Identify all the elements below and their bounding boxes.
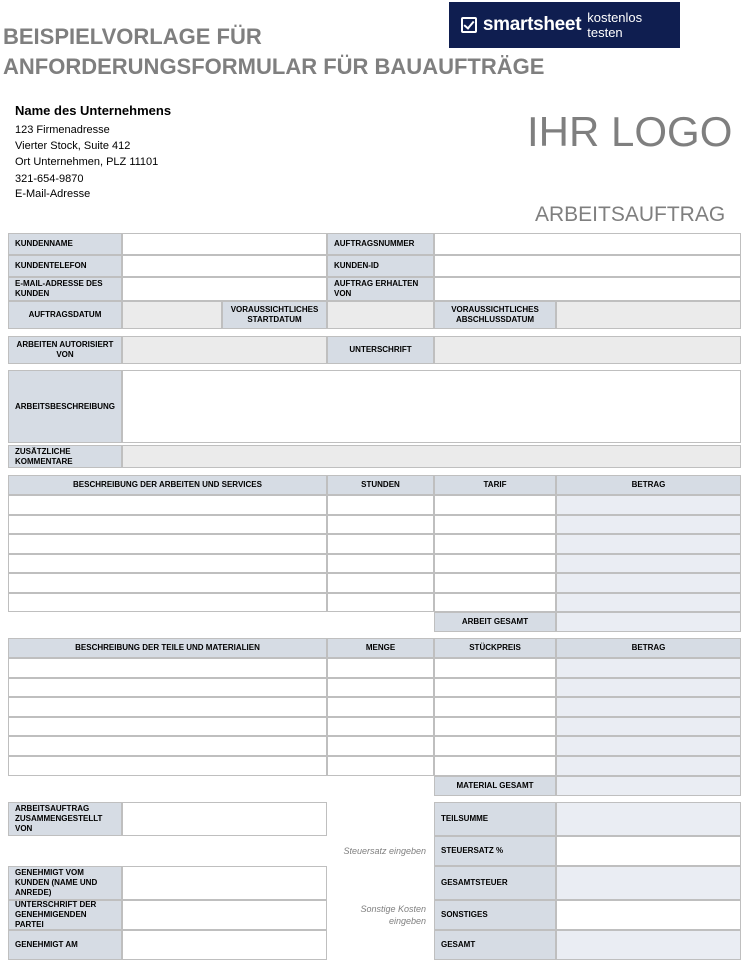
label-customer-phone: KUNDENTELEFON: [8, 255, 122, 277]
company-address-2: Vierter Stock, Suite 412: [15, 140, 131, 152]
company-name: Name des Unternehmens: [15, 103, 172, 118]
materials-header-description: BESCHREIBUNG DER TEILE UND MATERIALIEN: [8, 638, 327, 658]
field-approver-signature[interactable]: [122, 900, 327, 930]
labor-row-3-amount[interactable]: [556, 534, 741, 554]
field-order-number[interactable]: [434, 233, 741, 255]
field-approved-by-customer[interactable]: [122, 866, 327, 900]
field-total-tax[interactable]: [556, 866, 741, 900]
field-other[interactable]: [556, 900, 741, 930]
smartsheet-check-icon: [461, 17, 477, 33]
label-total-tax: GESAMTSTEUER: [434, 866, 556, 900]
material-row-5-amount[interactable]: [556, 736, 741, 756]
label-subtotal: TEILSUMME: [434, 802, 556, 836]
company-email: E-Mail-Adresse: [15, 188, 91, 200]
material-row-1-qty[interactable]: [327, 658, 434, 678]
material-row-4-description[interactable]: [8, 717, 327, 737]
material-row-2-rate[interactable]: [434, 678, 556, 698]
field-customer-id[interactable]: [434, 255, 741, 277]
label-authorized-by: ARBEITEN AUTORISIERT VON: [8, 336, 122, 364]
field-work-description[interactable]: [122, 370, 741, 443]
labor-row-2-amount[interactable]: [556, 515, 741, 535]
label-additional-comments: ZUSÄTZLICHE KOMMENTARE: [8, 445, 122, 468]
labor-row-1-qty[interactable]: [327, 495, 434, 515]
materials-header-amount: BETRAG: [556, 638, 741, 658]
field-tax-rate[interactable]: [556, 836, 741, 866]
label-order-date: AUFTRAGSDATUM: [8, 301, 122, 329]
field-material-total[interactable]: [556, 776, 741, 796]
material-row-4-rate[interactable]: [434, 717, 556, 737]
tax-rate-hint: Steuersatz eingeben: [343, 846, 426, 856]
field-total[interactable]: [556, 930, 741, 960]
label-customer-email: E-MAIL-ADRESSE DES KUNDEN: [8, 277, 122, 301]
label-approved-on: GENEHMIGT AM: [8, 930, 122, 960]
company-address-1: 123 Firmenadresse: [15, 124, 110, 136]
material-row-3-amount[interactable]: [556, 697, 741, 717]
material-row-4-qty[interactable]: [327, 717, 434, 737]
labor-row-3-qty[interactable]: [327, 534, 434, 554]
labor-row-4-qty[interactable]: [327, 554, 434, 574]
materials-header-unit-price: STÜCKPREIS: [434, 638, 556, 658]
labor-row-1-rate[interactable]: [434, 495, 556, 515]
labor-row-5-qty[interactable]: [327, 573, 434, 593]
material-row-2-qty[interactable]: [327, 678, 434, 698]
material-row-4-amount[interactable]: [556, 717, 741, 737]
label-approved-by-customer: GENEHMIGT VOM KUNDEN (NAME UND ANREDE): [8, 866, 122, 900]
field-compiled-by[interactable]: [122, 802, 327, 836]
material-row-5-description[interactable]: [8, 736, 327, 756]
label-customer-name: KUNDENNAME: [8, 233, 122, 255]
field-order-received-by[interactable]: [434, 277, 741, 301]
field-additional-comments[interactable]: [122, 445, 741, 468]
document-type: ARBEITSAUFTRAG: [535, 203, 726, 226]
banner-cta: kostenlos testen: [587, 10, 643, 40]
labor-row-2-rate[interactable]: [434, 515, 556, 535]
labor-row-5-description[interactable]: [8, 573, 327, 593]
field-order-date[interactable]: [122, 301, 222, 329]
material-row-2-description[interactable]: [8, 678, 327, 698]
field-customer-email[interactable]: [122, 277, 327, 301]
material-row-1-rate[interactable]: [434, 658, 556, 678]
material-row-5-qty[interactable]: [327, 736, 434, 756]
label-expected-end: VORAUSSICHTLICHES ABSCHLUSSDATUM: [434, 301, 556, 329]
title-line-1: BEISPIELVORLAGE FÜR: [3, 24, 262, 49]
labor-header-hours: STUNDEN: [327, 475, 434, 495]
material-row-6-qty[interactable]: [327, 756, 434, 776]
field-approved-on[interactable]: [122, 930, 327, 960]
field-customer-name[interactable]: [122, 233, 327, 255]
labor-row-5-rate[interactable]: [434, 573, 556, 593]
labor-header-description: BESCHREIBUNG DER ARBEITEN UND SERVICES: [8, 475, 327, 495]
material-row-3-rate[interactable]: [434, 697, 556, 717]
banner-brand: smartsheet: [482, 14, 582, 35]
company-phone: 321-654-9870: [15, 173, 84, 185]
labor-row-6-rate[interactable]: [434, 593, 556, 613]
labor-row-4-rate[interactable]: [434, 554, 556, 574]
label-approver-signature: UNTERSCHRIFT DER GENEHMIGENDEN PARTEI: [8, 900, 122, 930]
labor-row-1-description[interactable]: [8, 495, 327, 515]
labor-row-6-description[interactable]: [8, 593, 327, 613]
labor-header-amount: BETRAG: [556, 475, 741, 495]
field-expected-end[interactable]: [556, 301, 741, 329]
labor-row-1-amount[interactable]: [556, 495, 741, 515]
labor-header-rate: TARIF: [434, 475, 556, 495]
label-material-total: MATERIAL GESAMT: [434, 776, 556, 796]
labor-row-3-description[interactable]: [8, 534, 327, 554]
label-signature: UNTERSCHRIFT: [327, 336, 434, 364]
labor-row-6-amount[interactable]: [556, 593, 741, 613]
field-authorized-by[interactable]: [122, 336, 327, 364]
labor-row-4-amount[interactable]: [556, 554, 741, 574]
material-row-6-rate[interactable]: [434, 756, 556, 776]
label-compiled-by: ARBEITSAUFTRAG ZUSAMMENGESTELLT VON: [8, 802, 122, 836]
materials-header-quantity: MENGE: [327, 638, 434, 658]
labor-row-2-description[interactable]: [8, 515, 327, 535]
label-total: GESAMT: [434, 930, 556, 960]
title-line-2: ANFORDERUNGSFORMULAR FÜR BAUAUFTRÄGE: [3, 54, 545, 79]
material-row-1-description[interactable]: [8, 658, 327, 678]
labor-row-4-description[interactable]: [8, 554, 327, 574]
material-row-3-description[interactable]: [8, 697, 327, 717]
label-order-received-by: AUFTRAG ERHALTEN VON: [327, 277, 434, 301]
label-tax-rate: STEUERSATZ %: [434, 836, 556, 866]
field-labor-total[interactable]: [556, 612, 741, 632]
labor-row-6-qty[interactable]: [327, 593, 434, 613]
label-order-number: AUFTRAGSNUMMER: [327, 233, 434, 255]
material-row-6-description[interactable]: [8, 756, 327, 776]
material-row-5-rate[interactable]: [434, 736, 556, 756]
field-expected-start[interactable]: [327, 301, 434, 329]
material-row-2-amount[interactable]: [556, 678, 741, 698]
label-labor-total: ARBEIT GESAMT: [434, 612, 556, 632]
company-address-3: Ort Unternehmen, PLZ 11101: [15, 156, 159, 168]
logo-placeholder: IHR LOGO: [527, 108, 733, 155]
label-expected-start: VORAUSSICHTLICHES STARTDATUM: [222, 301, 327, 329]
material-row-3-qty[interactable]: [327, 697, 434, 717]
field-customer-phone[interactable]: [122, 255, 327, 277]
labor-row-2-qty[interactable]: [327, 515, 434, 535]
label-customer-id: KUNDEN-ID: [327, 255, 434, 277]
material-row-1-amount[interactable]: [556, 658, 741, 678]
other-costs-hint: Sonstige Kosten eingeben: [360, 904, 426, 926]
field-subtotal[interactable]: [556, 802, 741, 836]
material-row-6-amount[interactable]: [556, 756, 741, 776]
label-other: SONSTIGES: [434, 900, 556, 930]
labor-row-3-rate[interactable]: [434, 534, 556, 554]
labor-row-5-amount[interactable]: [556, 573, 741, 593]
field-signature[interactable]: [434, 336, 741, 364]
label-work-description: ARBEITSBESCHREIBUNG: [8, 370, 122, 443]
smartsheet-banner[interactable]: [449, 2, 680, 48]
